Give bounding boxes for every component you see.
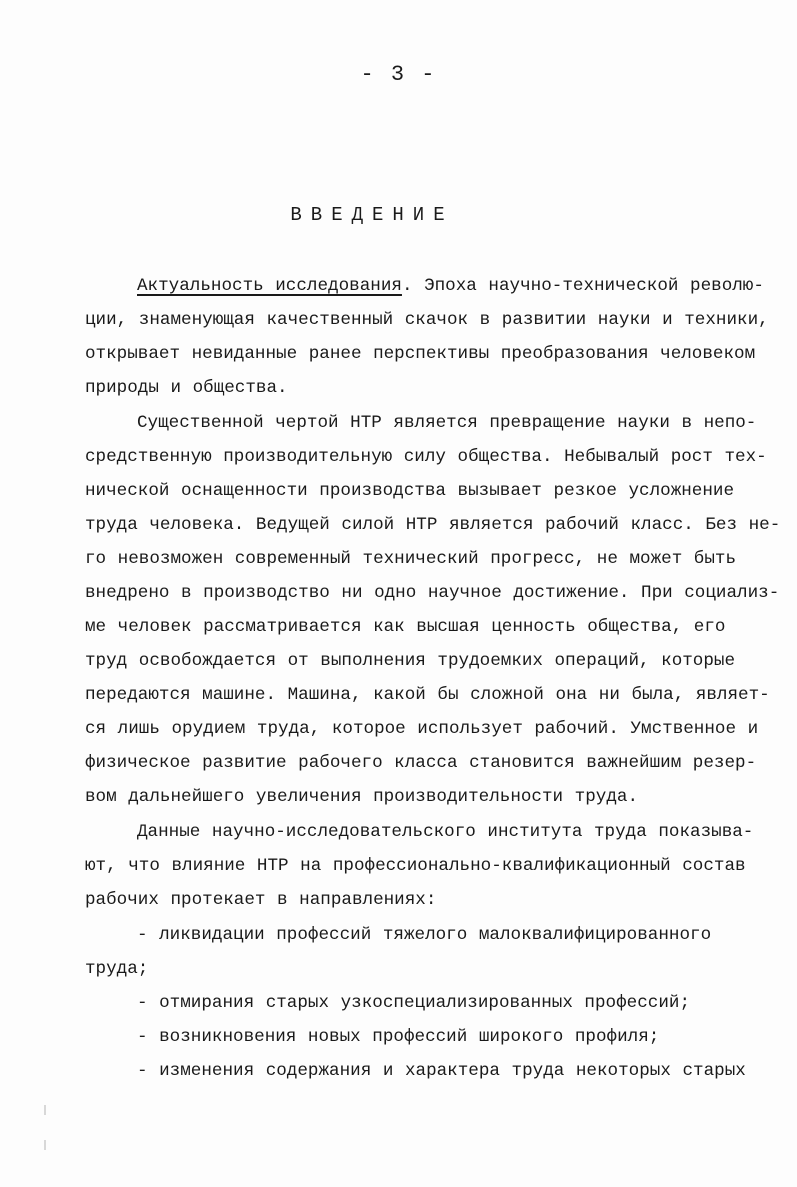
paragraph-2-line-1: Существенной чертой НТР является превращение науки в непо- <box>137 413 757 433</box>
text-segment: . Эпоха научно-технической револю- <box>401 276 764 296</box>
paragraph-2-line-8: труд освобождается от выполнения трудоемких операций, которые <box>85 651 736 671</box>
page-number: - 3 - <box>360 62 437 87</box>
paragraph-3-line-1: Данные научно-исследовательского института труда показыва- <box>137 822 754 842</box>
paragraph-1-line-3: открывает невиданные ранее перспективы преобразования человеком <box>85 344 756 364</box>
paragraph-2-line-3: нической оснащенности производства вызывает резкое усложнение <box>85 481 735 501</box>
scan-margin-mark <box>44 1140 46 1150</box>
list-item-1-line-1: - ликвидации профессий тяжелого малоквалифицированного <box>137 925 712 945</box>
paragraph-2-line-6: внедрено в производство ни одно научное достижение. При социализ- <box>85 583 780 603</box>
paragraph-2-line-2: средственную производительную силу общества. Небывалый рост тех- <box>85 447 767 467</box>
section-heading: ВВЕДЕНИЕ <box>290 204 454 226</box>
paragraph-2-line-10: ся лишь орудием труда, которое использует рабочий. Умственное и <box>85 719 759 739</box>
scan-margin-mark <box>44 1105 46 1115</box>
paragraph-2-line-5: го невозможен современный технический прогресс, не может быть <box>85 549 737 569</box>
paragraph-2-line-4: труда человека. Ведущей силой НТР является рабочий класс. Без не- <box>85 515 781 535</box>
paragraph-1-line-1 <box>137 269 764 303</box>
list-item-1-line-2: труда; <box>85 959 149 979</box>
paragraph-2-line-9: передаются машине. Машина, какой бы сложной она ни была, являет- <box>85 685 770 705</box>
list-item-3: - возникновения новых профессий широкого профиля; <box>137 1027 660 1047</box>
section-label-underlined: Актуальность исследования <box>137 276 402 296</box>
paragraph-2-line-12: вом дальнейшего увеличения производительности труда. <box>85 787 639 807</box>
paragraph-3-line-2: ют, что влияние НТР на профессионально-квалификационный состав <box>85 856 746 876</box>
paragraph-2-line-11: физическое развитие рабочего класса становится важнейшим резер- <box>85 753 757 773</box>
paragraph-1-line-4: природы и общества. <box>85 378 288 398</box>
list-item-2: - отмирания старых узкоспециализированных профессий; <box>137 993 691 1013</box>
paragraph-2-line-7: ме человек рассматривается как высшая ценность общества, его <box>85 617 726 637</box>
paragraph-3-line-3: рабочих протекает в направлениях: <box>85 890 437 910</box>
paragraph-1-line-2: ции, знаменующая качественный скачок в развитии науки и техники, <box>85 310 769 330</box>
list-item-4: - изменения содержания и характера труда некоторых старых <box>137 1061 746 1081</box>
